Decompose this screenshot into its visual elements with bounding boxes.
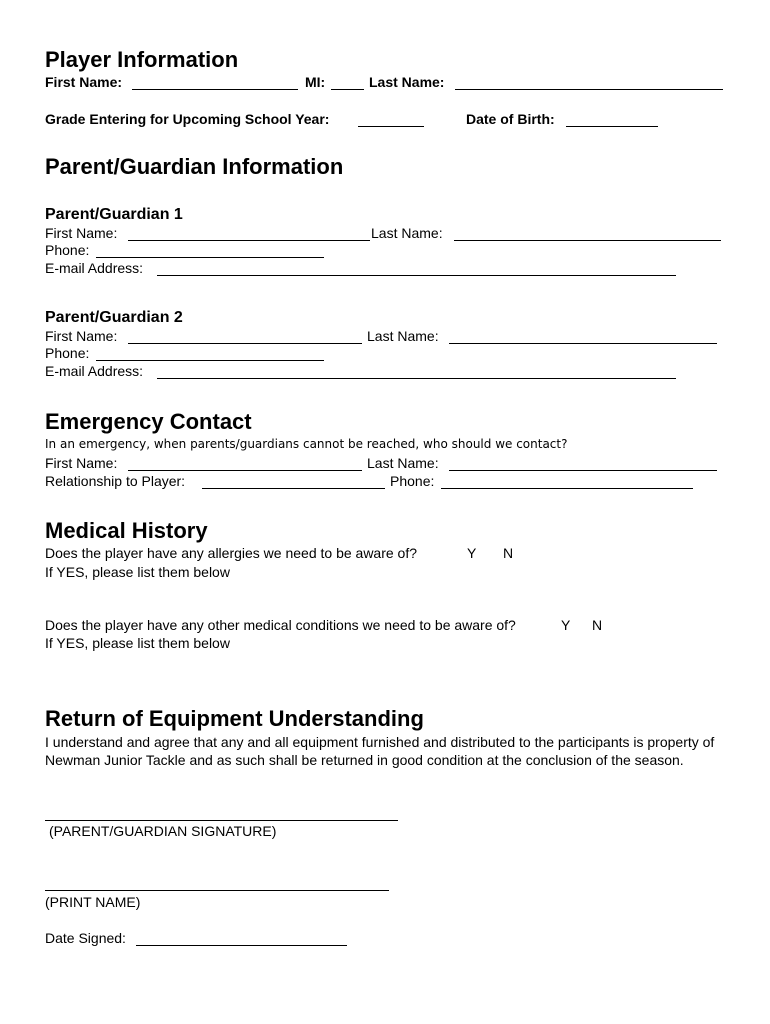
- grade-label: Grade Entering for Upcoming School Year:: [45, 111, 330, 127]
- allergies-yes-option[interactable]: Y: [467, 545, 477, 561]
- signature-caption: (PARENT/GUARDIAN SIGNATURE): [49, 823, 277, 839]
- medical-heading: Medical History: [45, 518, 208, 543]
- conditions-list-prompt: If YES, please list them below: [45, 635, 230, 651]
- player-info-heading: Player Information: [45, 47, 239, 72]
- emergency-last-name-field[interactable]: [449, 470, 717, 471]
- allergies-question: Does the player have any allergies we need to be aware of?: [45, 545, 418, 561]
- emergency-prompt: In an emergency, when parents/guardians cannot be reached, who should we contact?: [45, 437, 568, 451]
- grade-field[interactable]: [358, 126, 424, 127]
- date-signed-label: Date Signed:: [45, 930, 126, 946]
- guardian2-last-name-label: Last Name:: [367, 328, 439, 344]
- dob-label: Date of Birth:: [466, 111, 555, 127]
- guardian1-first-name-field[interactable]: [128, 240, 370, 241]
- emergency-last-name-label: Last Name:: [367, 455, 439, 471]
- player-last-name-label: Last Name:: [369, 74, 445, 90]
- guardian2-last-name-field[interactable]: [449, 343, 717, 344]
- dob-field[interactable]: [566, 126, 658, 127]
- guardian2-phone-field[interactable]: [96, 360, 324, 361]
- guardian1-last-name-label: Last Name:: [371, 225, 443, 241]
- print-name-field[interactable]: [45, 890, 389, 891]
- guardian2-heading: Parent/Guardian 2: [45, 309, 183, 326]
- guardian2-email-label: E-mail Address:: [45, 363, 144, 379]
- guardian1-phone-field[interactable]: [96, 257, 324, 258]
- guardian1-email-label: E-mail Address:: [45, 260, 144, 276]
- player-last-name-field[interactable]: [455, 89, 723, 90]
- emergency-first-name-field[interactable]: [128, 470, 362, 471]
- emergency-first-name-label: First Name:: [45, 455, 118, 471]
- player-mi-label: MI:: [305, 74, 326, 90]
- emergency-phone-field[interactable]: [441, 488, 693, 489]
- guardian1-last-name-field[interactable]: [454, 240, 721, 241]
- guardian1-email-field[interactable]: [157, 275, 676, 276]
- equipment-statement: I understand and agree that any and all equipment furnished and distributed to the participants is property of Newman Junior Tackle and as such shall be returned in good condition at the conclusion of the season.: [45, 734, 715, 768]
- allergies-list-prompt: If YES, please list them below: [45, 564, 230, 580]
- player-mi-field[interactable]: [331, 89, 364, 90]
- emergency-phone-label: Phone:: [390, 473, 435, 489]
- allergies-no-option[interactable]: N: [503, 545, 514, 561]
- conditions-no-option[interactable]: N: [592, 617, 603, 633]
- signature-field[interactable]: [45, 820, 398, 821]
- date-signed-field[interactable]: [136, 945, 347, 946]
- player-first-name-field[interactable]: [132, 89, 298, 90]
- guardian1-first-name-label: First Name:: [45, 225, 118, 241]
- guardian1-phone-label: Phone:: [45, 242, 90, 258]
- player-first-name-label: First Name:: [45, 74, 123, 90]
- relationship-label: Relationship to Player:: [45, 473, 186, 489]
- guardian1-heading: Parent/Guardian 1: [45, 206, 183, 223]
- guardian2-first-name-field[interactable]: [128, 343, 362, 344]
- emergency-heading: Emergency Contact: [45, 409, 252, 434]
- guardian2-first-name-label: First Name:: [45, 328, 118, 344]
- parent-info-heading: Parent/Guardian Information: [45, 154, 344, 179]
- guardian2-email-field[interactable]: [157, 378, 676, 379]
- conditions-question: Does the player have any other medical conditions we need to be aware of?: [45, 617, 516, 633]
- conditions-yes-option[interactable]: Y: [561, 617, 571, 633]
- equipment-heading: Return of Equipment Understanding: [45, 706, 424, 731]
- guardian2-phone-label: Phone:: [45, 345, 90, 361]
- relationship-field[interactable]: [202, 488, 385, 489]
- print-name-caption: (PRINT NAME): [45, 894, 141, 910]
